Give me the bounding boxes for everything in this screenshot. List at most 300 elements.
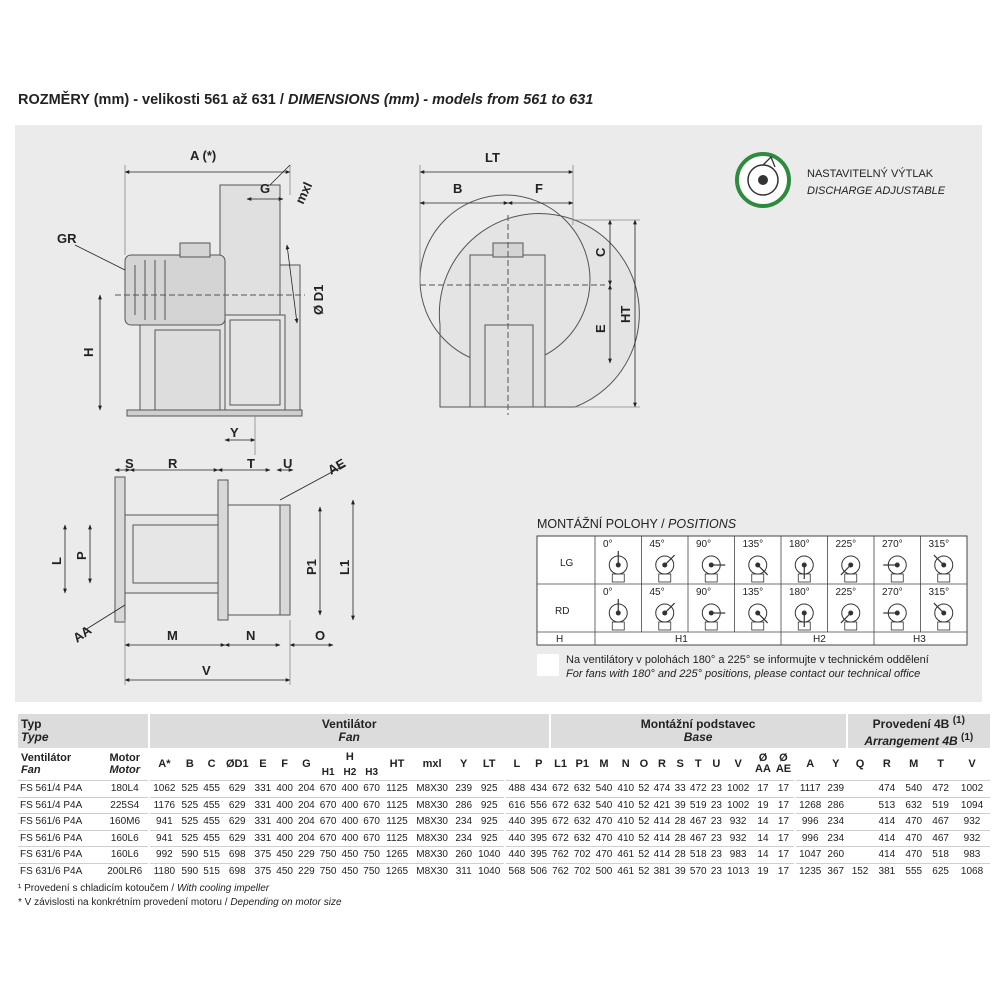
table-cell: 632 <box>571 781 593 798</box>
table-cell: 698 <box>223 847 252 864</box>
table-cell: 670 <box>361 797 383 814</box>
table-cell: 925 <box>475 830 505 847</box>
table-cell: 625 <box>927 863 954 879</box>
table-cell: 17 <box>773 814 794 831</box>
table-cell: 632 <box>571 814 593 831</box>
table-cell: 525 <box>179 814 201 831</box>
dim-label-c: C <box>593 247 608 257</box>
table-cell: 28 <box>673 847 688 864</box>
table-cell: 23 <box>709 797 724 814</box>
column-header: L <box>505 748 528 781</box>
table-cell: 440 <box>505 847 528 864</box>
table-cell: 410 <box>615 814 637 831</box>
group-fan: Ventilátor Fan <box>149 714 550 748</box>
table-cell: 525 <box>179 830 201 847</box>
column-header: T <box>927 748 954 781</box>
table-cell: 470 <box>900 814 927 831</box>
dim-label-p: P <box>74 551 89 560</box>
position-angle-label: 0° <box>603 539 613 550</box>
table-cell: 762 <box>550 847 572 864</box>
table-cell: 1268 <box>795 797 825 814</box>
column-header: U <box>709 748 724 781</box>
table-cell: 932 <box>724 814 753 831</box>
table-cell <box>847 781 874 798</box>
table-cell: 925 <box>475 797 505 814</box>
table-cell: 455 <box>201 781 223 798</box>
table-cell: 1265 <box>383 847 412 864</box>
table-cell: 1040 <box>475 863 505 879</box>
table-cell: 33 <box>673 781 688 798</box>
table-cell: 670 <box>361 830 383 847</box>
dim-label-t: T <box>247 456 255 471</box>
table-cell: 762 <box>550 863 572 879</box>
table-cell <box>847 830 874 847</box>
table-cell: 932 <box>724 830 753 847</box>
table-row <box>18 830 990 847</box>
table-cell: 1040 <box>475 847 505 864</box>
front-view-drawing <box>420 195 639 415</box>
table-cell: 992 <box>149 847 179 864</box>
table-cell: 286 <box>825 797 847 814</box>
column-header: F <box>274 748 296 781</box>
dim-label-g: G <box>260 181 271 196</box>
table-cell: 540 <box>593 781 615 798</box>
table-cell: 19 <box>753 863 774 879</box>
table-cell: 1002 <box>954 781 990 798</box>
table-cell: 1125 <box>383 781 412 798</box>
dim-label-gr: GR <box>57 231 77 246</box>
table-cell: 941 <box>149 814 179 831</box>
table-cell: 204 <box>296 781 318 798</box>
column-header: A* <box>149 748 179 781</box>
table-cell: 525 <box>179 781 201 798</box>
table-cell: 1180 <box>149 863 179 879</box>
dim-label-lt: LT <box>485 150 500 165</box>
table-cell: 395 <box>528 814 550 831</box>
column-header: R <box>873 748 900 781</box>
table-cell: 367 <box>825 863 847 879</box>
table-cell: 229 <box>296 847 318 864</box>
table-cell: 19 <box>753 797 774 814</box>
table-cell: 375 <box>252 863 274 879</box>
table-cell: 331 <box>252 797 274 814</box>
column-header: M <box>593 748 615 781</box>
column-header: H3 <box>365 767 379 778</box>
table-cell: 400 <box>274 814 296 831</box>
table-cell: 470 <box>593 814 615 831</box>
table-cell <box>847 797 874 814</box>
table-cell: 467 <box>927 814 954 831</box>
group-base: Montážní podstavec Base <box>550 714 847 748</box>
cell-fan-type: FS 561/4 P4A <box>18 797 102 814</box>
table-cell: 1176 <box>149 797 179 814</box>
position-angle-label: 270° <box>882 587 903 598</box>
table-cell: 286 <box>453 797 475 814</box>
column-header: M <box>900 748 927 781</box>
position-angle-label: 45° <box>649 587 665 598</box>
positions-grid <box>537 536 967 645</box>
group-type: Typ Type <box>18 714 149 748</box>
table-cell: 461 <box>615 847 637 864</box>
footnote-1: ¹ Provedení s chladicím kotoučem / With cooling impeller <box>18 883 270 894</box>
table-row <box>18 863 990 879</box>
column-header: HT <box>383 748 412 781</box>
table-cell: 629 <box>223 830 252 847</box>
table-cell: 670 <box>317 814 339 831</box>
column-header: Q <box>847 748 874 781</box>
table-cell: 996 <box>795 830 825 847</box>
dim-label-l1: L1 <box>337 559 352 575</box>
table-cell: 590 <box>179 863 201 879</box>
dim-label-m: M <box>167 628 178 643</box>
table-cell: 702 <box>571 847 593 864</box>
table-cell: 450 <box>274 863 296 879</box>
title-en: DIMENSIONS (mm) - models from 561 to 631 <box>287 92 594 108</box>
table-cell: 616 <box>505 797 528 814</box>
table-cell: 540 <box>593 797 615 814</box>
position-angle-label: 135° <box>742 539 764 550</box>
table-cell: 23 <box>709 863 724 879</box>
table-cell: 28 <box>673 830 688 847</box>
position-angle-label: 270° <box>882 539 903 550</box>
table-cell: 506 <box>528 863 550 879</box>
table-cell: 28 <box>673 814 688 831</box>
table-cell: 414 <box>873 830 900 847</box>
table-cell: 440 <box>505 830 528 847</box>
position-angle-label: 45° <box>649 539 665 550</box>
column-header: P <box>528 748 550 781</box>
table-cell: M8X30 <box>412 814 453 831</box>
table-cell: 395 <box>528 847 550 864</box>
table-cell: 52 <box>637 863 652 879</box>
table-cell: 750 <box>317 847 339 864</box>
position-angle-label: 180° <box>789 539 810 550</box>
column-header: G <box>296 748 318 781</box>
dim-label-mxl: mxl <box>292 179 316 207</box>
dim-label-e: E <box>593 324 608 333</box>
table-cell: 331 <box>252 830 274 847</box>
dimensions-table <box>18 714 990 879</box>
table-cell: 311 <box>453 863 475 879</box>
dim-label-n: N <box>246 628 256 643</box>
table-cell: 590 <box>179 847 201 864</box>
adjustable-discharge-icon <box>737 154 789 206</box>
table-cell: 440 <box>505 814 528 831</box>
table-cell: 515 <box>201 847 223 864</box>
column-header: LT <box>475 748 505 781</box>
dim-label-d1: Ø D1 <box>311 284 326 315</box>
position-angle-label: 180° <box>789 587 810 598</box>
table-cell: 672 <box>550 814 572 831</box>
table-cell: 234 <box>453 830 475 847</box>
dim-label-y: Y <box>230 425 239 440</box>
position-angle-label: 135° <box>742 587 764 598</box>
table-cell: 518 <box>927 847 954 864</box>
dimension-drawing-panel <box>15 125 982 702</box>
table-cell: 17 <box>753 781 774 798</box>
position-angle-label: 315° <box>928 539 950 550</box>
positions-footer-h3: H3 <box>913 634 926 645</box>
cell-fan-type: FS 631/6 P4A <box>18 863 102 879</box>
table-cell: 52 <box>637 830 652 847</box>
table-cell: 670 <box>317 797 339 814</box>
footnotes <box>18 882 342 909</box>
dim-label-ht: HT <box>618 305 633 323</box>
table-cell: 23 <box>709 781 724 798</box>
column-header: V <box>724 748 753 781</box>
table-cell: 204 <box>296 797 318 814</box>
table-cell: 629 <box>223 797 252 814</box>
cell-fan-type: FS 561/4 P4A <box>18 781 102 798</box>
table-row <box>18 814 990 831</box>
table-cell: 414 <box>873 814 900 831</box>
table-cell: 472 <box>927 781 954 798</box>
table-cell <box>847 847 874 864</box>
column-header: L1 <box>550 748 572 781</box>
table-cell: 941 <box>149 830 179 847</box>
table-cell: 925 <box>475 781 505 798</box>
cell-fan-type: FS 561/6 P4A <box>18 830 102 847</box>
cell-motor: 200LR6 <box>102 863 149 879</box>
position-angle-label: 225° <box>835 587 857 598</box>
table-cell: 414 <box>651 814 673 831</box>
table-cell: 513 <box>873 797 900 814</box>
table-cell: 1125 <box>383 797 412 814</box>
side-view-drawing <box>115 185 305 416</box>
table-cell: 629 <box>223 814 252 831</box>
table-cell: 1265 <box>383 863 412 879</box>
table-cell: 381 <box>651 863 673 879</box>
table-cell: 672 <box>550 781 572 798</box>
table-cell: 39 <box>673 797 688 814</box>
table-cell: 414 <box>651 830 673 847</box>
table-cell: 470 <box>900 830 927 847</box>
table-cell: 455 <box>201 830 223 847</box>
positions-note-cz: Na ventilátory v polohách 180° a 225° se informujte v technickém oddělení <box>566 654 929 666</box>
table-cell: 932 <box>954 814 990 831</box>
table-cell: 331 <box>252 814 274 831</box>
table-cell: 23 <box>709 847 724 864</box>
cell-motor: 160M6 <box>102 814 149 831</box>
dim-label-v: V <box>202 663 211 678</box>
dim-label-f: F <box>535 181 543 196</box>
table-cell: 632 <box>900 797 927 814</box>
positions-footer-h1: H1 <box>675 634 688 645</box>
group-arrangement: Provedení 4B $^{(1)}$ Arrangement 4B $^{(1)}$ <box>847 714 990 748</box>
table-cell: 410 <box>615 781 637 798</box>
cell-motor: 160L6 <box>102 847 149 864</box>
table-cell: 414 <box>873 847 900 864</box>
position-row-rd-label: RD <box>555 606 570 617</box>
cell-motor: 180L4 <box>102 781 149 798</box>
discharge-title-en: DISCHARGE ADJUSTABLE <box>807 185 946 197</box>
column-header: A <box>795 748 825 781</box>
column-header: Y <box>825 748 847 781</box>
table-cell: 17 <box>773 781 794 798</box>
table-cell <box>847 814 874 831</box>
dim-label-h: H <box>81 347 96 357</box>
column-header: H2 <box>343 767 357 778</box>
table-cell: 750 <box>361 847 383 864</box>
table-cell: 670 <box>317 781 339 798</box>
cell-fan-type: FS 561/6 P4A <box>18 814 102 831</box>
table-cell: M8X30 <box>412 797 453 814</box>
table-cell: 467 <box>927 830 954 847</box>
table-cell: 400 <box>339 781 361 798</box>
table-cell: 229 <box>296 863 318 879</box>
table-cell: 1094 <box>954 797 990 814</box>
table-cell: 1047 <box>795 847 825 864</box>
table-cell: 519 <box>687 797 709 814</box>
table-cell: 52 <box>637 797 652 814</box>
dim-label-b: B <box>453 181 463 196</box>
column-header: mxl <box>412 748 453 781</box>
dim-label-aa: AA <box>70 622 95 646</box>
column-header: O <box>637 748 652 781</box>
table-cell: 1117 <box>795 781 825 798</box>
column-header: E <box>252 748 274 781</box>
table-cell: 1125 <box>383 830 412 847</box>
column-header: C <box>201 748 223 781</box>
table-cell: 525 <box>179 797 201 814</box>
table-cell: 515 <box>201 863 223 879</box>
column-header-base2: Ø AA <box>753 748 774 781</box>
table-cell: 234 <box>453 814 475 831</box>
dim-label-p1: P1 <box>304 559 319 575</box>
table-cell: 996 <box>795 814 825 831</box>
table-cell: 750 <box>317 863 339 879</box>
cell-fan-type: FS 631/6 P4A <box>18 847 102 864</box>
table-cell: 17 <box>773 830 794 847</box>
column-header: V <box>954 748 990 781</box>
table-cell: 672 <box>550 797 572 814</box>
table-cell: 470 <box>593 847 615 864</box>
cell-motor: 160L6 <box>102 830 149 847</box>
table-cell: 239 <box>453 781 475 798</box>
column-header-fan: Ventilátor Fan <box>18 748 102 781</box>
position-angle-label: 0° <box>603 587 613 598</box>
table-cell: 555 <box>900 863 927 879</box>
column-header: Y <box>453 748 475 781</box>
table-cell: 381 <box>873 863 900 879</box>
table-cell: 450 <box>339 847 361 864</box>
table-cell: 670 <box>361 781 383 798</box>
table-cell: 568 <box>505 863 528 879</box>
position-angle-label: 225° <box>835 539 857 550</box>
table-cell: 260 <box>825 847 847 864</box>
table-cell: 17 <box>773 847 794 864</box>
table-cell: 52 <box>637 847 652 864</box>
table-cell: 455 <box>201 797 223 814</box>
table-cell: 400 <box>339 814 361 831</box>
table-cell: 204 <box>296 830 318 847</box>
table-cell: 14 <box>753 814 774 831</box>
table-cell: 450 <box>339 863 361 879</box>
table-cell: 400 <box>339 830 361 847</box>
column-header: S <box>673 748 688 781</box>
table-cell: 518 <box>687 847 709 864</box>
table-cell: 474 <box>651 781 673 798</box>
dim-label-a: A (*) <box>190 148 217 163</box>
table-cell: 670 <box>361 814 383 831</box>
table-cell: 470 <box>593 830 615 847</box>
discharge-title-cz: NASTAVITELNÝ VÝTLAK <box>807 168 934 180</box>
table-cell: 23 <box>709 814 724 831</box>
dim-label-s: S <box>125 456 134 471</box>
table-cell: 570 <box>687 863 709 879</box>
table-cell: 702 <box>571 863 593 879</box>
table-cell: 152 <box>847 863 874 879</box>
table-cell: 234 <box>825 814 847 831</box>
table-cell: 750 <box>361 863 383 879</box>
table-cell: M8X30 <box>412 863 453 879</box>
table-cell: 672 <box>550 830 572 847</box>
position-angle-label: 90° <box>696 587 712 598</box>
table-cell: 670 <box>317 830 339 847</box>
table-cell: 470 <box>900 847 927 864</box>
dim-label-o: O <box>315 628 326 643</box>
table-row <box>18 797 990 814</box>
column-header: B <box>179 748 201 781</box>
table-row <box>18 847 990 864</box>
table-cell: 52 <box>637 814 652 831</box>
table-cell: 14 <box>753 847 774 864</box>
table-cell: 400 <box>274 797 296 814</box>
column-header: H1 <box>321 767 335 778</box>
positions-title: MONTÁŽNÍ POLOHY / POSITIONS <box>537 517 737 531</box>
table-cell: 629 <box>223 781 252 798</box>
table-cell: 983 <box>724 847 753 864</box>
table-cell: 1068 <box>954 863 990 879</box>
table-cell: M8X30 <box>412 847 453 864</box>
table-cell: 932 <box>954 830 990 847</box>
table-cell: 540 <box>900 781 927 798</box>
column-header: T <box>687 748 709 781</box>
table-cell: 698 <box>223 863 252 879</box>
table-cell: 400 <box>274 781 296 798</box>
table-cell: 434 <box>528 781 550 798</box>
column-header: P1 <box>571 748 593 781</box>
position-row-lg-label: LG <box>560 558 574 569</box>
table-cell: 455 <box>201 814 223 831</box>
table-cell: 519 <box>927 797 954 814</box>
note-box <box>537 654 559 676</box>
table-cell: 52 <box>637 781 652 798</box>
cell-motor: 225S4 <box>102 797 149 814</box>
table-cell: 556 <box>528 797 550 814</box>
positions-note-en: For fans with 180° and 225° positions, please contact our technical office <box>566 668 921 680</box>
title-cz: ROZMĚRY (mm) - velikosti 561 až 631 / <box>18 92 288 108</box>
column-header: N <box>615 748 637 781</box>
table-cell: 474 <box>873 781 900 798</box>
table-cell: 400 <box>339 797 361 814</box>
table-cell: 17 <box>773 797 794 814</box>
table-cell: 472 <box>687 781 709 798</box>
table-cell: 1013 <box>724 863 753 879</box>
table-cell: 17 <box>773 863 794 879</box>
table-row <box>18 781 990 798</box>
positions-footer-h2: H2 <box>813 634 826 645</box>
dim-label-u: U <box>283 456 293 471</box>
table-cell: 23 <box>709 830 724 847</box>
dim-label-ae: AE <box>325 455 349 478</box>
dimension-drawings <box>15 125 982 702</box>
table-cell: 375 <box>252 847 274 864</box>
table-cell: 450 <box>274 847 296 864</box>
position-angle-label: 90° <box>696 539 712 550</box>
table-cell: 414 <box>651 847 673 864</box>
table-cell: 410 <box>615 830 637 847</box>
